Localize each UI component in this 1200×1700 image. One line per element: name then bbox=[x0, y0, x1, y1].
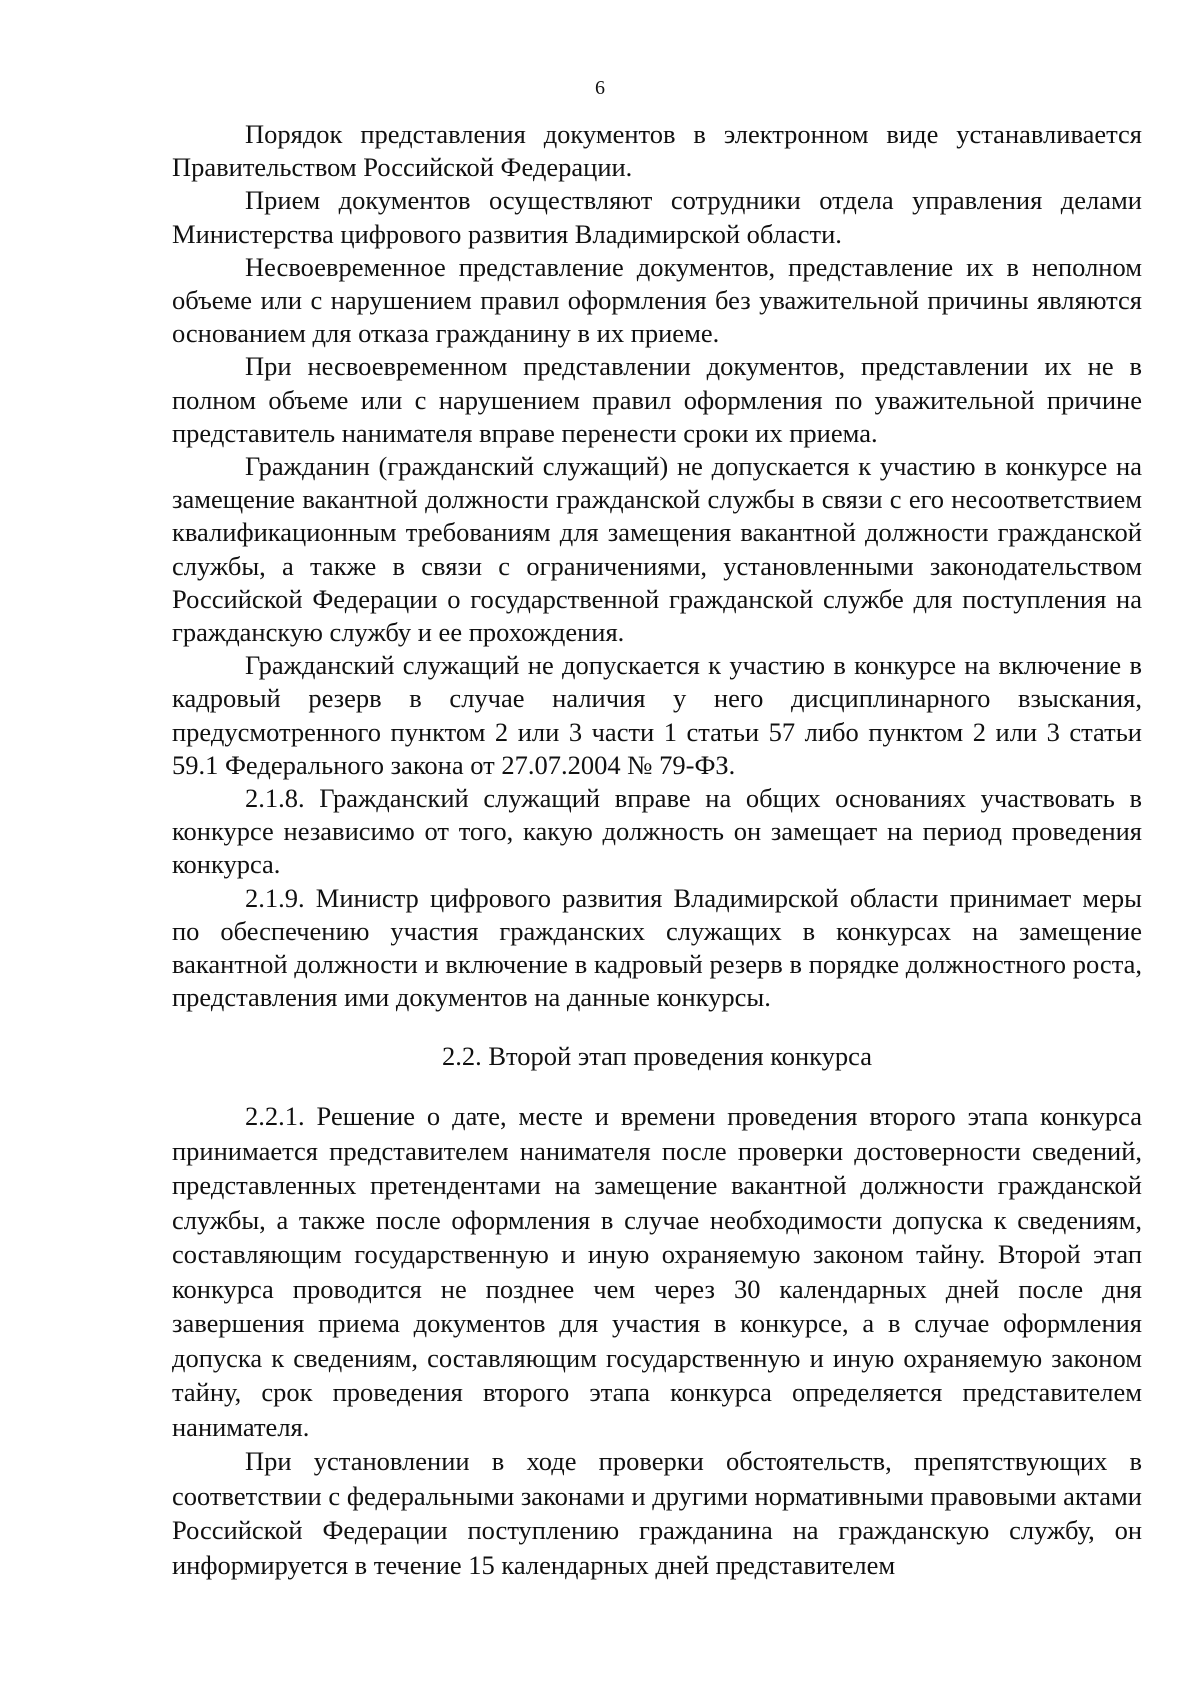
paragraph-document-reception: Прием документов осуществляют сотрудники отдела управления делами Министерства цифрового развития Владимирской области. bbox=[172, 185, 1142, 249]
paragraph-electronic-submission: Порядок представления документов в электронном виде устанавливается Правительством Российской Федерации. bbox=[172, 119, 1142, 183]
paragraph-not-admitted-citizen: Гражданин (гражданский служащий) не допускается к участию в конкурсе на замещение вакантной должности гражданской службы в связи с его несоответствием квалификационным требованиям для замещения вакантной должности гражданской службы, а также в связи с ограничениями, установленными законодательством Российской Федерации о государственной гражданской службе для поступления на гражданскую службу и ее прохождения. bbox=[172, 451, 1142, 648]
paragraph-2-1-9: 2.1.9. Министр цифрового развития Владимирской области принимает меры по обеспечению участия гражданских служащих в конкурсах на замещение вакантной должности и включение в кадровый резерв в порядке должностного роста, представления ими документов на данные конкурсы. bbox=[172, 882, 1142, 1013]
paragraph-not-admitted-servant: Гражданский служащий не допускается к участию в конкурсе на включение в кадровый резерв в случае наличия у него дисциплинарного взыскания, предусмотренного пунктом 2 или 3 части 1 статьи 57 либо пунктом 2 или 3 статьи 59.1 Федерального закона от 27.07.2004 № 79-ФЗ. bbox=[172, 650, 1142, 780]
paragraph-2-1-8: 2.1.8. Гражданский служащий вправе на общих основаниях участвовать в конкурсе независимо от того, какую должность он замещает на период проведения конкурса. bbox=[172, 783, 1142, 880]
section-2-1-continuation bbox=[172, 118, 1142, 1014]
paragraph-valid-reason: При несвоевременном представлении документов, представлении их не в полном объеме или с нарушением правил оформления по уважительной причине представитель нанимателя вправе перенести сроки их приема. bbox=[172, 351, 1142, 448]
paragraph-2-2-1: 2.2.1. Решение о дате, месте и времени проведения второго этапа конкурса принимается представителем нанимателя после проверки достоверности сведений, представленных претендентами на замещение вакантной должности гражданской службы, а также после оформления в случае необходимости допуска к сведениям, составляющим государственную и иную охраняемую законом тайну. Второй этап конкурса проводится не позднее чем через 30 календарных дней после дня завершения приема документов для участия в конкурсе, а в случае оформления допуска к сведениям, составляющим государственную и иную охраняемую законом тайну, срок проведения второго этапа конкурса определяется представителем нанимателя. bbox=[172, 1101, 1142, 1442]
document-body bbox=[172, 118, 1142, 1582]
paragraph-untimely-submission: Несвоевременное представление документов, представление их в неполном объеме или с нарушением правил оформления без уважительной причины являются основанием для отказа гражданину в их приеме. bbox=[172, 251, 1142, 349]
section-heading-2-2: 2.2. Второй этап проведения конкурса bbox=[441, 1041, 873, 1072]
paragraph-obstacles-check: При установлении в ходе проверки обстоятельств, препятствующих в соответствии с федеральными законами и другими нормативными правовыми актами Российской Федерации поступлению гражданина на гражданскую службу, он информируется в течение 15 календарных дней представителем bbox=[172, 1446, 1142, 1580]
section-2-2 bbox=[172, 1099, 1142, 1582]
page-number: 6 bbox=[595, 77, 605, 99]
